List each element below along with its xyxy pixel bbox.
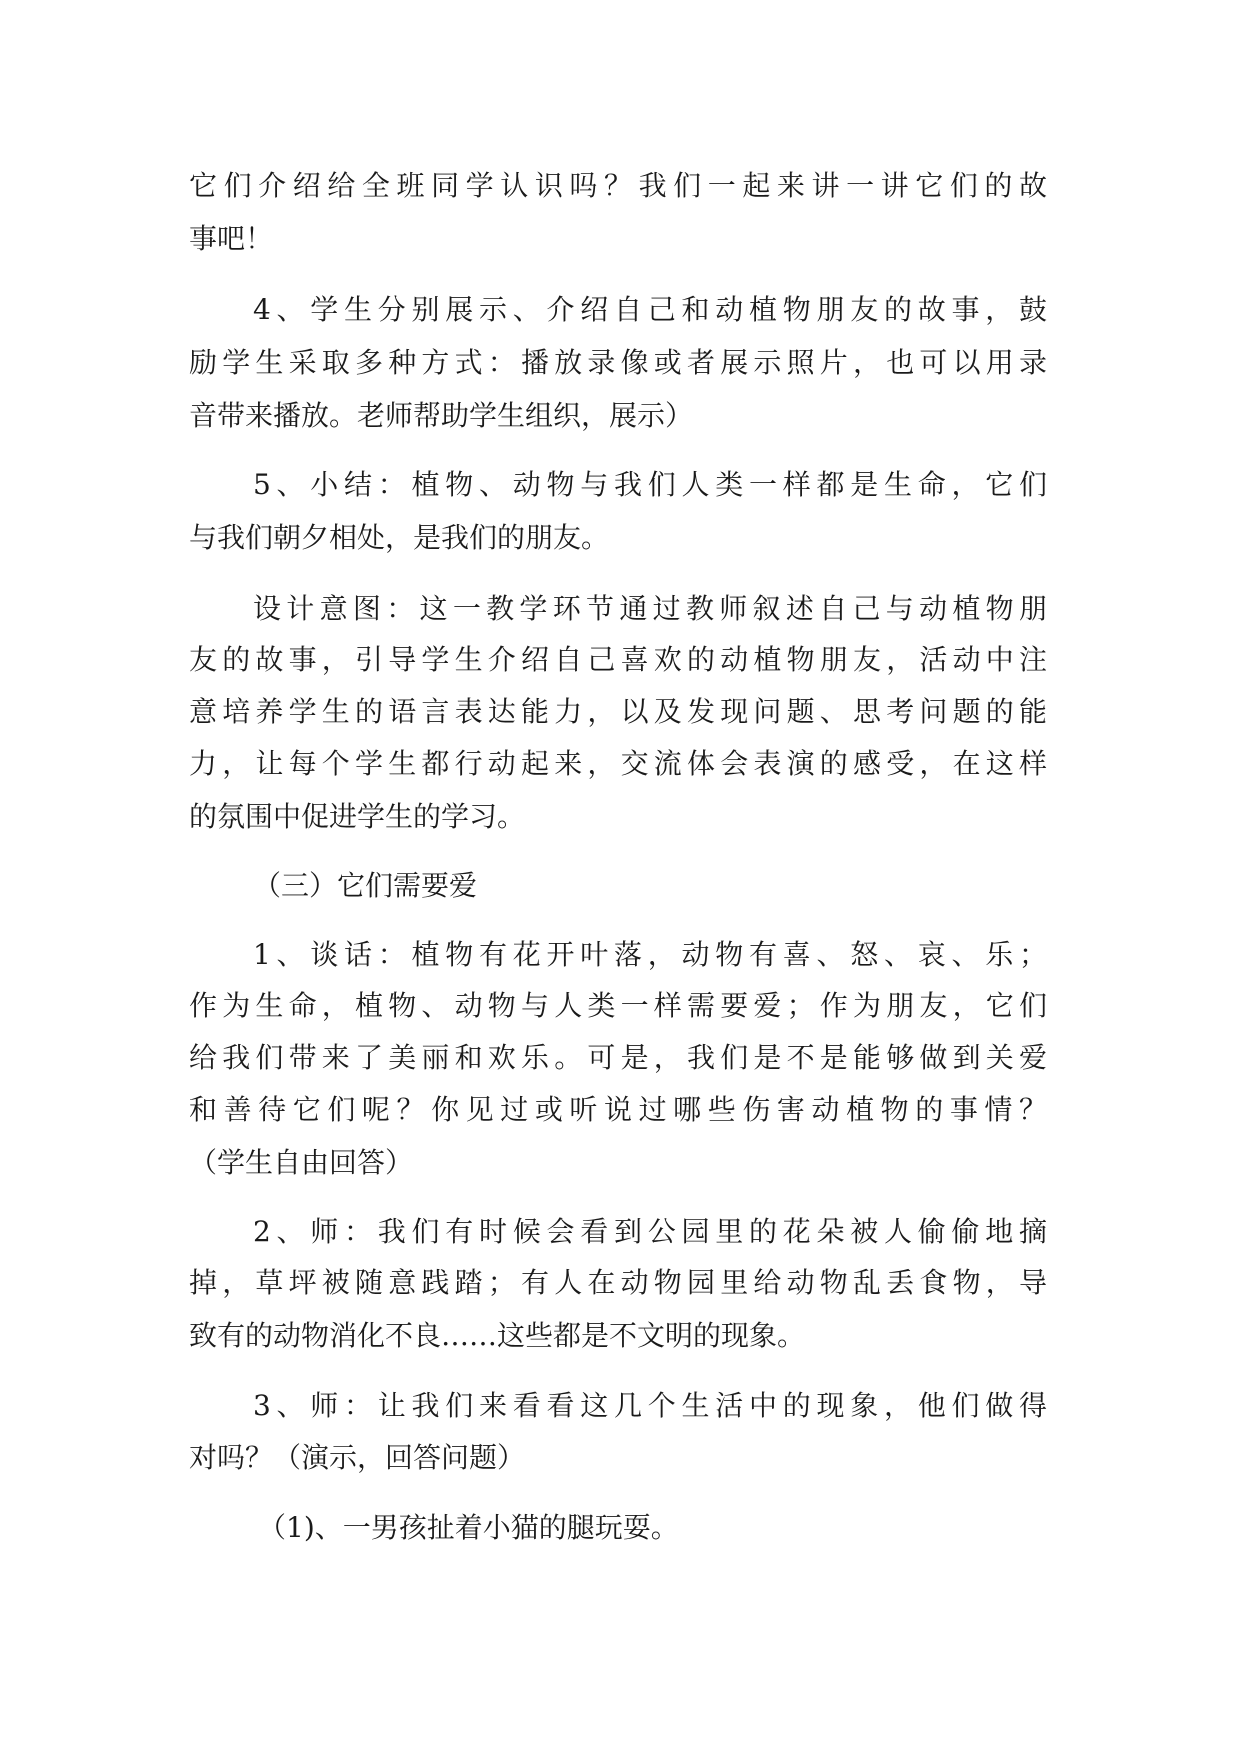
text-line-3: 4、学生分别展示、介绍自己和动植物朋友的故事，鼓 bbox=[253, 293, 1047, 326]
text-line-10: 意培养学生的语言表达能力，以及发现问题、思考问题的能 bbox=[189, 695, 1047, 728]
text-line-12: 的氛围中促进学生的学习。 bbox=[189, 800, 526, 833]
text-line-17: 和善待它们呢？你见过或听说过哪些伤害动植物的事情？ bbox=[189, 1093, 1047, 1126]
text-line-14: 1、谈话：植物有花开叶落，动物有喜、怒、哀、乐； bbox=[253, 938, 1047, 971]
text-line-8: 设计意图：这一教学环节通过教师叙述自己与动植物朋 bbox=[253, 592, 1047, 625]
text-line-19: 2、师：我们有时候会看到公园里的花朵被人偷偷地摘 bbox=[253, 1215, 1047, 1248]
text-line-16: 给我们带来了美丽和欢乐。可是，我们是不是能够做到关爱 bbox=[189, 1041, 1047, 1074]
text-line-18: （学生自由回答） bbox=[189, 1146, 414, 1179]
text-line-1: 它们介绍给全班同学认识吗？我们一起来讲一讲它们的故 bbox=[189, 169, 1047, 202]
section-heading: （三）它们需要爱 bbox=[253, 869, 478, 902]
text-line-2: 事吧！ bbox=[189, 222, 274, 255]
text-line-24: （1)、一男孩扯着小猫的腿玩耍。 bbox=[258, 1511, 679, 1544]
text-line-21: 致有的动物消化不良……这些都是不文明的现象。 bbox=[189, 1319, 806, 1352]
text-line-4: 励学生采取多种方式：播放录像或者展示照片，也可以用录 bbox=[189, 346, 1047, 379]
text-line-23: 对吗？（演示，回答问题） bbox=[189, 1441, 526, 1474]
text-line-5: 音带来播放。老师帮助学生组织，展示） bbox=[189, 399, 694, 432]
text-line-20: 掉，草坪被随意践踏；有人在动物园里给动物乱丢食物，导 bbox=[189, 1266, 1047, 1299]
text-line-15: 作为生命，植物、动物与人类一样需要爱；作为朋友，它们 bbox=[189, 989, 1047, 1022]
text-line-11: 力，让每个学生都行动起来，交流体会表演的感受，在这样 bbox=[189, 747, 1047, 780]
text-line-22: 3、师：让我们来看看这几个生活中的现象，他们做得 bbox=[253, 1389, 1047, 1422]
text-line-9: 友的故事，引导学生介绍自己喜欢的动植物朋友，活动中注 bbox=[189, 643, 1047, 676]
text-line-6: 5、小结：植物、动物与我们人类一样都是生命，它们 bbox=[253, 468, 1047, 501]
text-line-7: 与我们朝夕相处，是我们的朋友。 bbox=[189, 521, 610, 554]
